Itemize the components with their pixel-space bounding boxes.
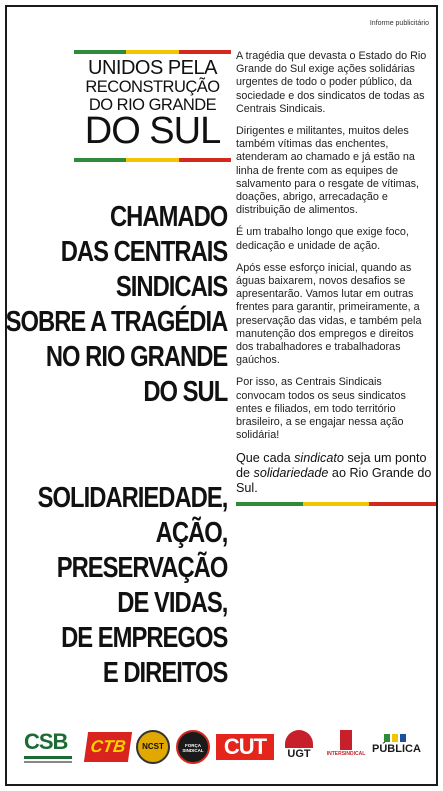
informe-publicitario-label: Informe publicitário: [369, 20, 429, 27]
cut-logo: [216, 734, 274, 760]
headline2-line: PRESERVAÇÃO: [56, 552, 227, 584]
closing-emphasis-sindicato: sindicato: [294, 451, 344, 466]
forca-sindical-logo: [176, 730, 210, 764]
headline1-line: SOBRE A TRAGÉDIA: [5, 306, 227, 338]
flag-stripe-closing: [236, 502, 436, 506]
logo-line-4: DO SUL: [84, 110, 221, 152]
ncst-logo: [136, 730, 170, 764]
flag-stripe-top: [74, 50, 231, 54]
closing-emphasis-solidariedade: solidariedade: [253, 466, 329, 481]
headline2-line: SOLIDARIEDADE,: [37, 482, 227, 514]
csb-logo: [24, 730, 76, 764]
headline2-line: DE EMPREGOS: [60, 622, 227, 654]
body-paragraph: Por isso, as Centrais Sindicais convocam todos os seus sindicatos entes e filiados, em todo território brasileiro, a se engajar nessa ação solidária!: [236, 376, 406, 442]
intersindical-logo: [326, 730, 366, 764]
ncst-logo-text: NCST: [142, 742, 164, 751]
logo-line-1: UNIDOS PELA: [88, 57, 217, 79]
headline2-line: AÇÃO,: [155, 517, 227, 549]
headline2-line: E DIREITOS: [102, 657, 227, 689]
ctb-logo: [84, 732, 132, 762]
ctb-logo-text: CTB: [89, 737, 127, 756]
headline-solidariedade: [0, 484, 227, 694]
closing-statement: [236, 451, 432, 496]
logo-line-3: DO RIO GRANDE: [88, 95, 217, 114]
ugt-logo-text: UGT: [287, 748, 311, 760]
ugt-logo: [282, 730, 316, 764]
unidos-logo: [74, 50, 231, 162]
logo-line-2: RECONSTRUÇÃO: [85, 78, 220, 96]
body-paragraph: Após esse esforço inicial, quando as águas baixarem, novos desafios se apresentarão. Vamos lutar em outras frentes para garantir, primeiramente, a preservação das vidas, e também pela manutenção dos empregos e direitos dos trabalhadores e trabalhadoras gaúchos.: [236, 261, 422, 367]
headline-chamado: [0, 203, 227, 413]
headline1-line: SINDICAIS: [115, 271, 227, 303]
csb-logo-text: CSB: [24, 729, 68, 754]
union-logos-row: [20, 728, 425, 768]
headline1-line: CHAMADO: [109, 201, 227, 233]
headline1-line: NO RIO GRANDE: [45, 341, 227, 373]
closing-text: seja um ponto de: [236, 451, 427, 481]
flag-stripe-bottom: [74, 158, 231, 162]
closing-text: ao Rio Grande do Sul.: [236, 466, 432, 496]
publica-logo: [372, 734, 421, 762]
headline2-line: DE VIDAS,: [116, 587, 227, 619]
forca-logo-text: FORÇA SINDICAL: [182, 743, 204, 753]
body-paragraph: Dirigentes e militantes, muitos deles também vítimas das enchentes, atenderam ao chamado e já estão na linha de frente com as equipes de salvamento para o resgate de vítimas, doações, abrigo, arrecadação e distribuição de alimentos.: [236, 125, 420, 217]
headline1-line: DAS CENTRAIS: [60, 236, 227, 268]
body-paragraph: É um trabalho longo que exige foco, dedicação e unidade de ação.: [236, 226, 409, 252]
intersindical-logo-text: INTERSINDICAL: [326, 751, 366, 757]
cut-logo-text: CUT: [223, 734, 267, 759]
publica-logo-text: PÚBLICA: [372, 743, 421, 755]
body-column: [236, 50, 432, 506]
headline1-line: DO SUL: [143, 376, 227, 408]
body-paragraph: A tragédia que devasta o Estado do Rio Grande do Sul exige ações solidárias urgentes de todo o poder público, da sociedade e dos sindicatos de todas as Centrais Sindicais.: [236, 50, 427, 115]
closing-text: Que cada: [236, 451, 295, 466]
